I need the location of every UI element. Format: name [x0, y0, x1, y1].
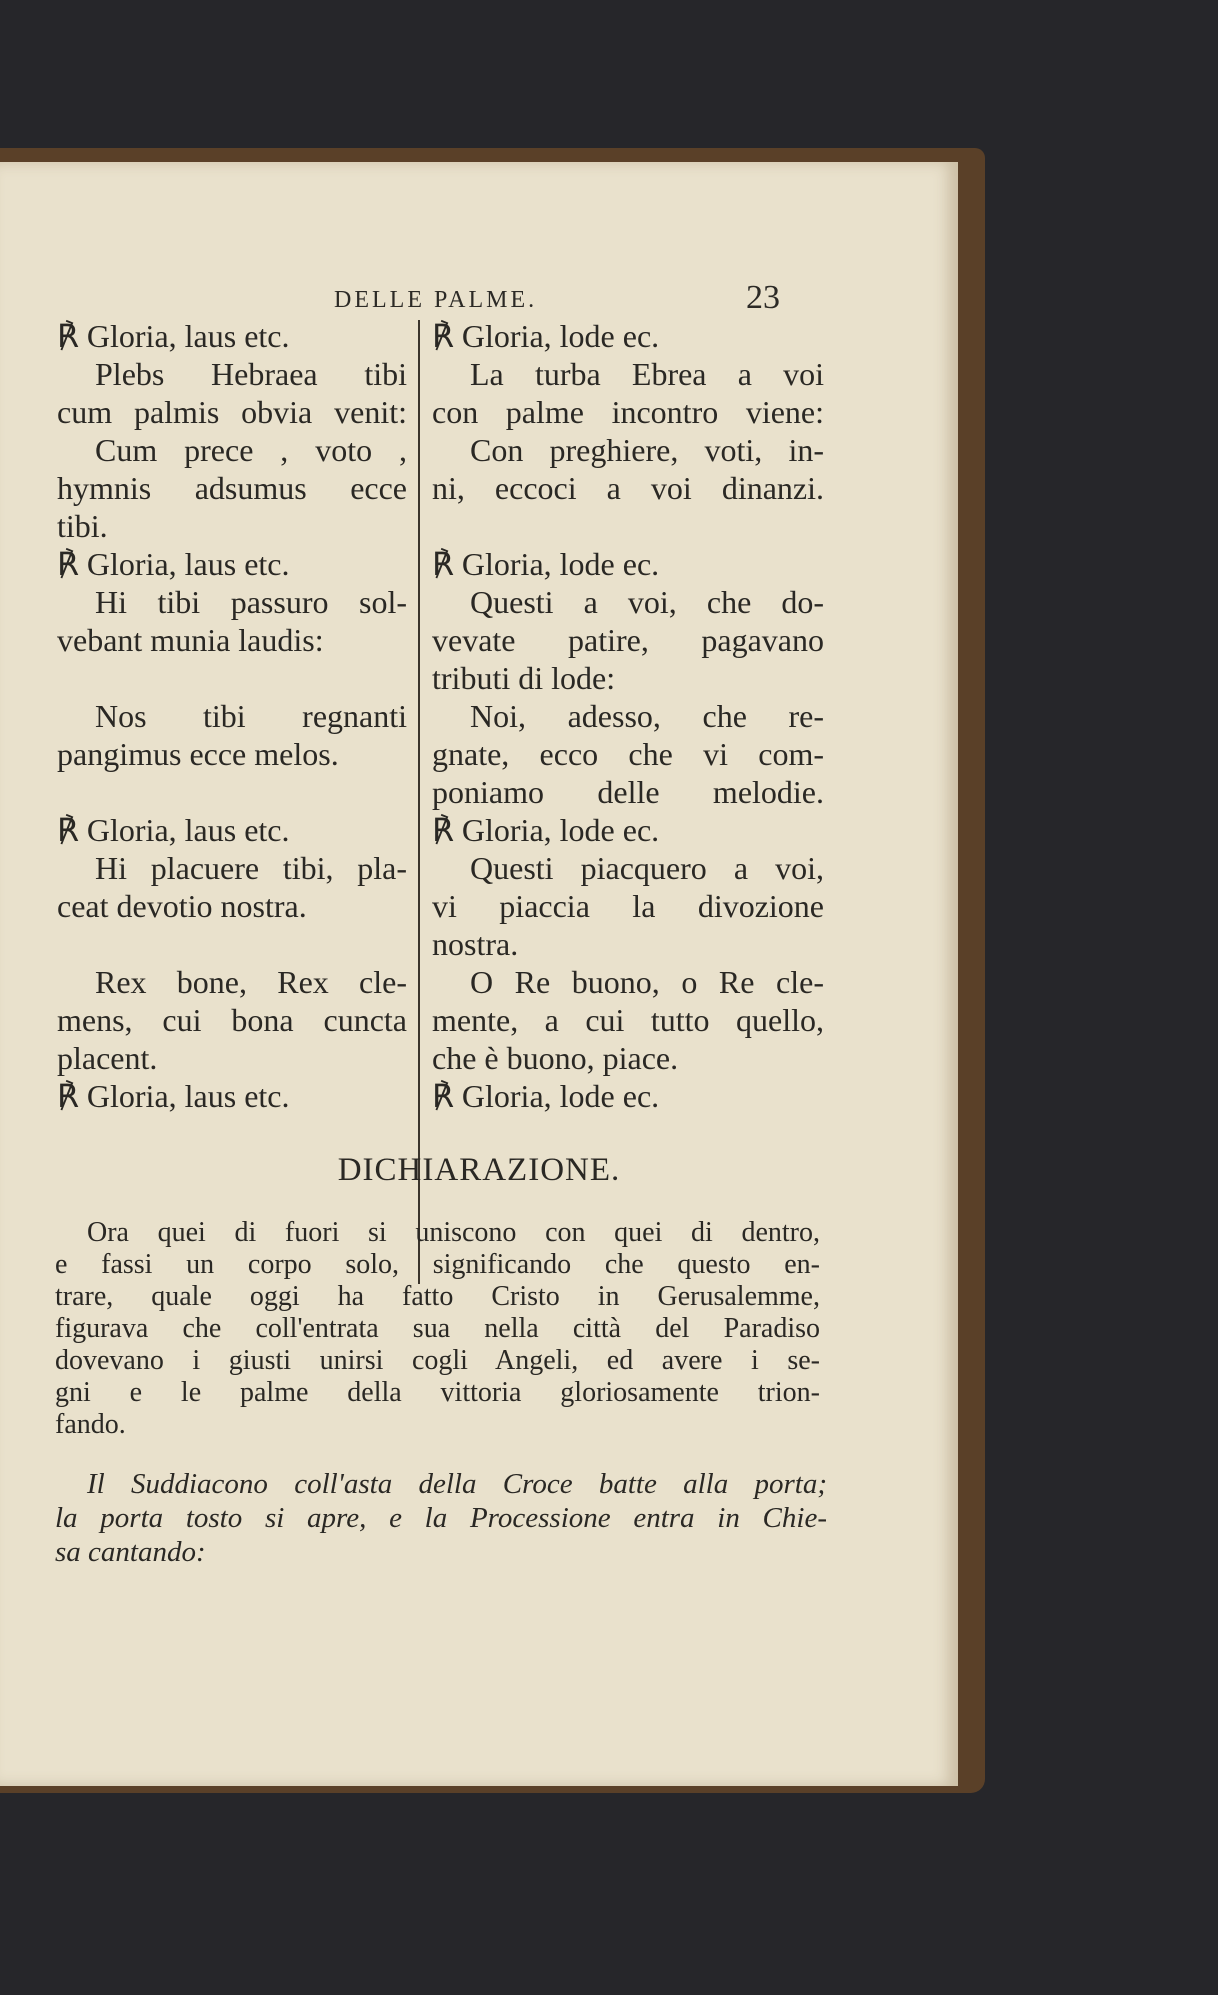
running-head: DELLE PALME.	[334, 287, 538, 313]
latin-line: Rex bone, Rex cle-	[95, 964, 407, 1000]
book-page	[0, 162, 958, 1786]
latin-line: placent.	[57, 1040, 158, 1076]
latin-line: vebant munia laudis:	[57, 622, 324, 658]
latin-line: ℟ Gloria, laus etc.	[57, 546, 290, 582]
latin-line: ceat devotio nostra.	[57, 888, 307, 924]
paragraph-line: Ora quei di fuori si uniscono con quei di dentro,	[87, 1217, 820, 1248]
paragraph-line: figurava che coll'entrata sua nella città del Paradiso	[55, 1313, 820, 1344]
latin-line: Plebs Hebraea tibi	[95, 356, 407, 392]
latin-line: mens, cui bona cuncta	[57, 1002, 407, 1038]
latin-line: ℟ Gloria, laus etc.	[57, 1078, 290, 1114]
italian-line: La turba Ebrea a voi	[470, 356, 824, 392]
italian-line: ni, eccoci a voi dinanzi.	[432, 470, 824, 506]
latin-line: Hi tibi passuro sol-	[95, 584, 407, 620]
latin-line: cum palmis obvia venit:	[57, 394, 407, 430]
italian-line: tributi di lode:	[432, 660, 616, 696]
latin-line: Cum prece , voto ,	[95, 432, 407, 468]
italian-line: ℟ Gloria, lode ec.	[432, 546, 660, 582]
rubric-line: la porta tosto si apre, e la Processione entra in Chie-	[55, 1502, 827, 1534]
italian-line: ℟ Gloria, lode ec.	[432, 318, 660, 354]
rubric-line: Il Suddiacono coll'asta della Croce batte alla porta;	[87, 1468, 827, 1500]
column-divider	[418, 320, 420, 1284]
paragraph-line: dovevano i giusti unirsi cogli Angeli, ed avere i se-	[55, 1345, 820, 1376]
latin-line: Nos tibi regnanti	[95, 698, 407, 734]
section-heading: DICHIARAZIONE.	[337, 1152, 621, 1188]
paragraph-line: e fassi un corpo solo, significando che questo en-	[55, 1249, 820, 1280]
italian-line: ℟ Gloria, lode ec.	[432, 1078, 660, 1114]
italian-line: Questi a voi, che do-	[470, 584, 824, 620]
latin-line: tibi.	[57, 508, 108, 544]
latin-line: pangimus ecce melos.	[57, 736, 339, 772]
italian-line: gnate, ecco che vi com-	[432, 736, 824, 772]
italian-line: vevate patire, pagavano	[432, 622, 824, 658]
italian-line: poniamo delle melodie.	[432, 774, 824, 810]
paragraph-line: trare, quale oggi ha fatto Cristo in Gerusalemme,	[55, 1281, 820, 1312]
latin-line: Hi placuere tibi, pla-	[95, 850, 407, 886]
italian-line: vi piaccia la divozione	[432, 888, 824, 924]
italian-line: che è buono, piace.	[432, 1040, 679, 1076]
italian-line: ℟ Gloria, lode ec.	[432, 812, 660, 848]
italian-line: nostra.	[432, 926, 519, 962]
paragraph-line: gni e le palme della vittoria gloriosamente trion-	[55, 1377, 820, 1408]
italian-line: Noi, adesso, che re-	[470, 698, 824, 734]
italian-line: con palme incontro viene:	[432, 394, 824, 430]
page-number: 23	[746, 279, 780, 316]
latin-line: ℟ Gloria, laus etc.	[57, 812, 290, 848]
latin-line: ℟ Gloria, laus etc.	[57, 318, 290, 354]
italian-line: Questi piacquero a voi,	[470, 850, 824, 886]
rubric-line: sa cantando:	[55, 1536, 206, 1568]
latin-line: hymnis adsumus ecce	[57, 470, 407, 506]
italian-line: O Re buono, o Re cle-	[470, 964, 824, 1000]
italian-line: Con preghiere, voti, in-	[470, 432, 824, 468]
italian-line: mente, a cui tutto quello,	[432, 1002, 824, 1038]
paragraph-line: fando.	[55, 1409, 126, 1440]
